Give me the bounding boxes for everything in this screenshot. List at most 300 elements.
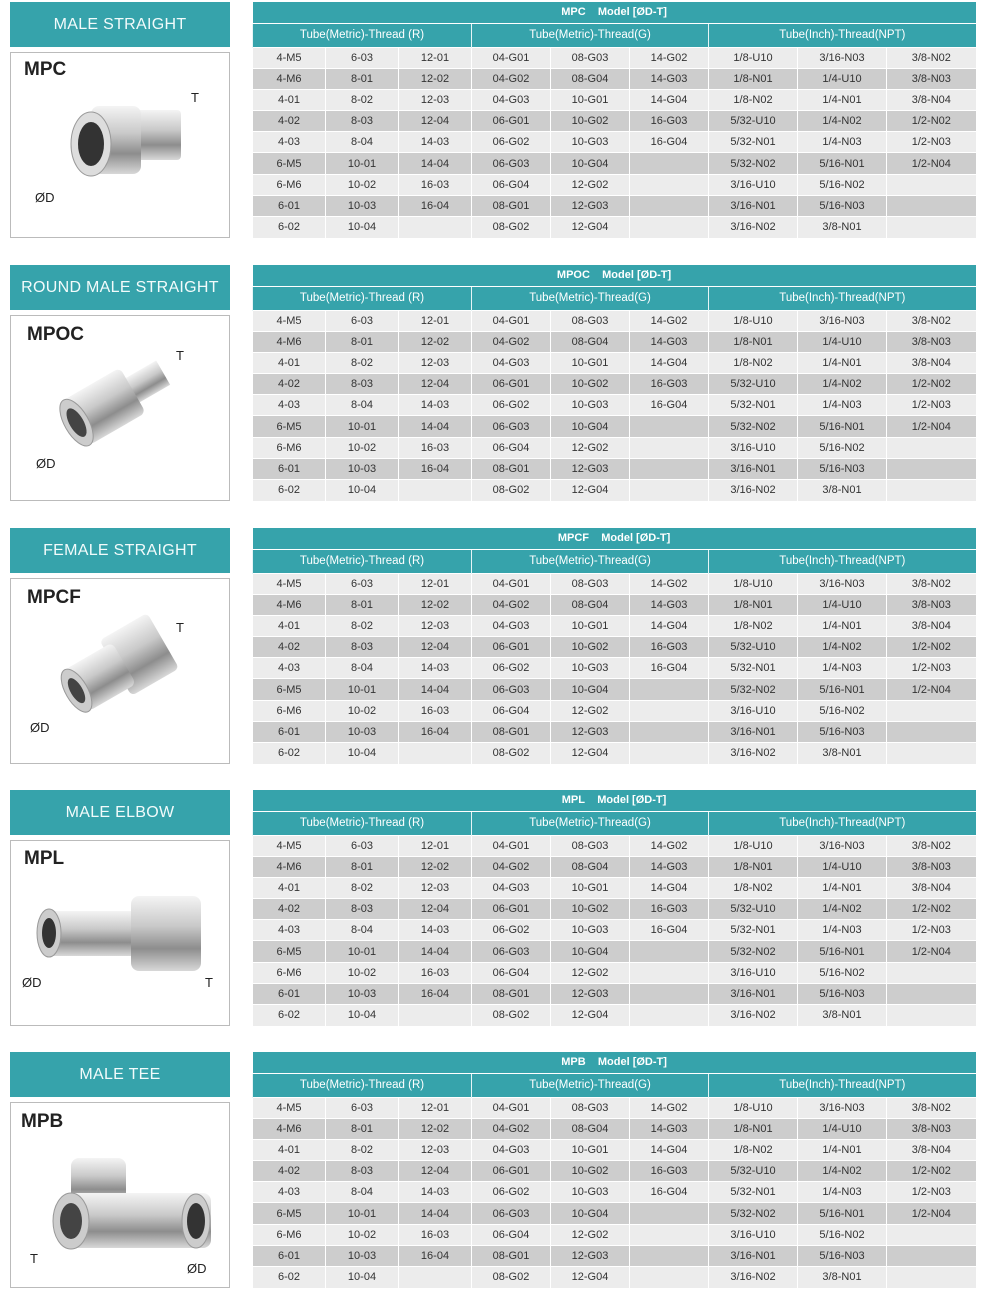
tube-diameter-label: ØD — [36, 456, 56, 471]
model-code-cell — [630, 416, 709, 437]
model-code-cell — [630, 174, 709, 195]
model-code-cell: 6-02 — [253, 480, 326, 501]
model-code-cell: 6-03 — [326, 573, 399, 594]
model-code-cell: 4-M5 — [253, 1097, 326, 1118]
model-code-cell: 1/8-N02 — [709, 352, 798, 373]
model-code-cell: 10-03 — [326, 983, 399, 1004]
model-code-cell: 3/16-N03 — [798, 835, 887, 856]
model-code-cell: 5/32-N01 — [709, 1182, 798, 1203]
table-row — [253, 174, 976, 195]
model-code-cell: 14-G02 — [630, 47, 709, 68]
model-code-cell: 3/8-N04 — [887, 1139, 976, 1160]
model-code-cell: 5/16-N02 — [798, 174, 887, 195]
model-code-cell: 12-04 — [399, 111, 472, 132]
product-image-box — [10, 315, 230, 501]
model-code-cell: 08-G04 — [551, 594, 630, 615]
model-code-cell: 3/16-N02 — [709, 1005, 798, 1026]
model-code-cell: 10-01 — [326, 416, 399, 437]
model-code-cell: 16-G04 — [630, 1182, 709, 1203]
model-code-cell: 12-02 — [399, 594, 472, 615]
model-code-cell: 10-01 — [326, 1203, 399, 1224]
model-code-cell: 8-02 — [326, 1139, 399, 1160]
model-code-cell: 6-03 — [326, 310, 399, 331]
model-code-cell: 8-01 — [326, 594, 399, 615]
product-image-box — [10, 840, 230, 1026]
table-row — [253, 1118, 976, 1139]
model-code-cell: 12-02 — [399, 68, 472, 89]
model-code-cell: 3/16-U10 — [709, 174, 798, 195]
model-code-cell: 16-03 — [399, 962, 472, 983]
tube-diameter-label: ØD — [187, 1261, 207, 1276]
model-code-cell: 14-G02 — [630, 310, 709, 331]
group-header: Tube(Metric)-Thread(G) — [472, 811, 709, 835]
model-code-cell: 08-G02 — [472, 1267, 551, 1288]
table-row — [253, 962, 976, 983]
section-mpl — [0, 790, 1000, 1035]
model-code-cell: 04-G02 — [472, 68, 551, 89]
model-code-cell: 16-G03 — [630, 374, 709, 395]
model-code-cell — [887, 962, 976, 983]
group-header: Tube(Inch)-Thread(NPT) — [709, 1073, 976, 1097]
model-code-cell: 5/16-N03 — [798, 983, 887, 1004]
table-row — [253, 480, 976, 501]
model-code-cell: 06-G01 — [472, 1161, 551, 1182]
product-image-box — [10, 578, 230, 764]
model-code-cell: 04-G03 — [472, 89, 551, 110]
table-row — [253, 1139, 976, 1160]
table-row — [253, 594, 976, 615]
model-code-cell: 5/16-N02 — [798, 1224, 887, 1245]
model-code-cell: 4-03 — [253, 395, 326, 416]
model-code-cell — [887, 1005, 976, 1026]
model-code-cell: 10-03 — [326, 458, 399, 479]
model-code-cell: 10-02 — [326, 437, 399, 458]
model-code-cell: 12-G03 — [551, 1245, 630, 1266]
model-code-cell: 8-03 — [326, 899, 399, 920]
model-code-cell: 12-G04 — [551, 1267, 630, 1288]
model-code-cell: 3/16-N02 — [709, 743, 798, 764]
model-code-cell: 16-G03 — [630, 899, 709, 920]
model-code-cell: 1/4-N02 — [798, 111, 887, 132]
model-code-cell: 12-04 — [399, 899, 472, 920]
model-code-cell: 14-03 — [399, 132, 472, 153]
model-code-cell: 3/16-N01 — [709, 1245, 798, 1266]
model-code-cell: 5/32-N02 — [709, 416, 798, 437]
model-code-cell: 10-G02 — [551, 111, 630, 132]
model-code-cell: 1/2-N03 — [887, 395, 976, 416]
model-code-cell: 5/32-U10 — [709, 374, 798, 395]
model-code-cell: 5/16-N03 — [798, 195, 887, 216]
table-title — [253, 790, 976, 811]
model-code-cell: 1/4-N03 — [798, 920, 887, 941]
group-header: Tube(Inch)-Thread(NPT) — [709, 286, 976, 310]
model-code-cell: 1/2-N03 — [887, 132, 976, 153]
model-code-cell: 4-03 — [253, 1182, 326, 1203]
product-image-box — [10, 1102, 230, 1288]
model-code-cell: 14-G04 — [630, 1139, 709, 1160]
model-code-cell: 16-04 — [399, 983, 472, 1004]
model-code-cell: 5/16-N03 — [798, 721, 887, 742]
model-code-cell: 10-G03 — [551, 1182, 630, 1203]
model-code-cell: 12-G02 — [551, 174, 630, 195]
model-code-cell: 5/32-U10 — [709, 111, 798, 132]
model-code-cell: 8-01 — [326, 68, 399, 89]
model-code-cell: 04-G01 — [472, 573, 551, 594]
model-code-cell: 14-G04 — [630, 89, 709, 110]
table-row — [253, 877, 976, 898]
model-code-cell: 6-02 — [253, 1005, 326, 1026]
model-code-cell: 06-G04 — [472, 174, 551, 195]
model-code-cell: 12-G02 — [551, 437, 630, 458]
model-code-cell: 12-04 — [399, 1161, 472, 1182]
model-code-cell: 3/16-U10 — [709, 437, 798, 458]
group-header: Tube(Metric)-Thread(G) — [472, 23, 709, 47]
model-code-cell: 10-01 — [326, 679, 399, 700]
table-model: MPCF — [557, 532, 589, 545]
model-code-cell: 12-03 — [399, 615, 472, 636]
model-code-cell — [887, 1245, 976, 1266]
model-code-cell: 5/16-N01 — [798, 941, 887, 962]
model-code-cell: 10-G01 — [551, 352, 630, 373]
model-code-cell — [630, 1245, 709, 1266]
model-code-cell: 10-G04 — [551, 1203, 630, 1224]
section-mpc — [0, 2, 1000, 247]
table-row — [253, 1161, 976, 1182]
model-code-cell: 5/32-U10 — [709, 899, 798, 920]
model-code-cell: 6-01 — [253, 1245, 326, 1266]
table-row — [253, 416, 976, 437]
table-row — [253, 700, 976, 721]
group-header: Tube(Metric)-Thread(G) — [472, 1073, 709, 1097]
model-code-cell: 10-04 — [326, 743, 399, 764]
model-code-cell: 08-G02 — [472, 480, 551, 501]
model-code-cell: 16-03 — [399, 174, 472, 195]
model-code-cell — [630, 1005, 709, 1026]
model-code-cell: 5/32-N01 — [709, 132, 798, 153]
model-code-cell: 12-03 — [399, 1139, 472, 1160]
model-code-cell: 08-G02 — [472, 217, 551, 238]
model-code-cell — [887, 700, 976, 721]
model-code-cell: 3/8-N04 — [887, 877, 976, 898]
model-code-cell: 4-M6 — [253, 1118, 326, 1139]
model-code-cell: 6-01 — [253, 458, 326, 479]
model-code-cell: 1/8-U10 — [709, 47, 798, 68]
table-row — [253, 111, 976, 132]
model-code-cell: 3/8-N04 — [887, 352, 976, 373]
model-code-cell: 4-02 — [253, 374, 326, 395]
model-code-cell: 16-G03 — [630, 111, 709, 132]
model-code-cell: 08-G03 — [551, 1097, 630, 1118]
model-code-cell: 08-G04 — [551, 68, 630, 89]
model-code-cell: 8-01 — [326, 1118, 399, 1139]
model-code-cell: 1/8-N02 — [709, 615, 798, 636]
model-code-cell: 10-G01 — [551, 877, 630, 898]
model-code-cell: 3/16-U10 — [709, 962, 798, 983]
category-header: MALE TEE — [10, 1052, 230, 1097]
model-code-cell: 14-03 — [399, 920, 472, 941]
model-code-cell: 12-01 — [399, 310, 472, 331]
model-code-cell: 1/2-N02 — [887, 637, 976, 658]
table-row — [253, 1267, 976, 1288]
table-title — [253, 528, 976, 549]
table-title-suffix: Model [ØD-T] — [597, 1056, 667, 1069]
model-code-cell: 1/4-U10 — [798, 331, 887, 352]
model-code-cell: 12-03 — [399, 89, 472, 110]
product-image-box — [10, 52, 230, 238]
model-code-cell: 4-M5 — [253, 573, 326, 594]
model-code-cell: 14-04 — [399, 416, 472, 437]
model-code-cell: 1/8-N02 — [709, 1139, 798, 1160]
model-name: MPL — [24, 848, 65, 869]
model-code-cell: 14-G02 — [630, 573, 709, 594]
group-header: Tube(Metric)-Thread(G) — [472, 549, 709, 573]
model-code-cell: 6-M6 — [253, 962, 326, 983]
table-row — [253, 1224, 976, 1245]
model-code-cell: 16-G04 — [630, 658, 709, 679]
model-code-cell: 1/4-N01 — [798, 877, 887, 898]
model-code-cell: 10-G02 — [551, 899, 630, 920]
model-code-cell: 1/4-N01 — [798, 1139, 887, 1160]
model-code-cell: 12-G03 — [551, 983, 630, 1004]
group-header: Tube(Inch)-Thread(NPT) — [709, 23, 976, 47]
table-row — [253, 47, 976, 68]
model-code-cell: 1/4-N02 — [798, 899, 887, 920]
table-row — [253, 395, 976, 416]
model-code-cell: 10-02 — [326, 700, 399, 721]
model-code-cell — [630, 153, 709, 174]
model-code-cell: 06-G01 — [472, 637, 551, 658]
model-code-cell: 6-03 — [326, 835, 399, 856]
model-code-cell: 3/16-N03 — [798, 310, 887, 331]
model-code-cell: 6-01 — [253, 983, 326, 1004]
model-code-cell: 10-G04 — [551, 153, 630, 174]
model-code-cell: 8-04 — [326, 132, 399, 153]
model-code-cell: 10-02 — [326, 174, 399, 195]
model-code-cell: 06-G02 — [472, 395, 551, 416]
model-code-cell: 4-M5 — [253, 47, 326, 68]
model-code-cell: 14-04 — [399, 1203, 472, 1224]
model-code-cell: 16-03 — [399, 1224, 472, 1245]
model-code-cell: 6-02 — [253, 743, 326, 764]
model-code-cell — [887, 1224, 976, 1245]
model-code-cell: 14-G04 — [630, 877, 709, 898]
model-code-cell: 4-02 — [253, 899, 326, 920]
model-code-cell — [630, 1267, 709, 1288]
model-code-cell: 10-04 — [326, 217, 399, 238]
model-code-cell: 08-G03 — [551, 47, 630, 68]
model-code-cell: 06-G01 — [472, 899, 551, 920]
model-code-cell — [630, 1224, 709, 1245]
model-code-cell: 1/8-N01 — [709, 68, 798, 89]
model-code-cell: 4-M5 — [253, 835, 326, 856]
model-code-cell — [887, 217, 976, 238]
model-code-cell: 3/16-N03 — [798, 573, 887, 594]
model-code-cell: 8-03 — [326, 1161, 399, 1182]
model-code-cell: 1/4-N03 — [798, 395, 887, 416]
model-code-cell: 16-G03 — [630, 1161, 709, 1182]
model-code-cell: 06-G03 — [472, 679, 551, 700]
model-code-cell: 1/2-N03 — [887, 658, 976, 679]
model-code-cell — [399, 1267, 472, 1288]
model-code-cell — [887, 743, 976, 764]
model-code-cell: 12-02 — [399, 1118, 472, 1139]
group-header: Tube(Metric)-Thread (R) — [253, 1073, 472, 1097]
table-row — [253, 941, 976, 962]
model-code-cell — [887, 721, 976, 742]
model-code-cell: 14-03 — [399, 1182, 472, 1203]
model-code-cell: 1/2-N04 — [887, 1203, 976, 1224]
model-code-cell: 06-G03 — [472, 416, 551, 437]
model-code-cell: 4-M6 — [253, 856, 326, 877]
model-code-cell: 16-04 — [399, 721, 472, 742]
model-code-cell: 1/2-N04 — [887, 941, 976, 962]
model-code-cell: 1/4-N01 — [798, 352, 887, 373]
model-code-cell: 8-04 — [326, 658, 399, 679]
model-code-cell: 04-G01 — [472, 835, 551, 856]
model-code-cell: 10-03 — [326, 721, 399, 742]
model-code-cell: 12-01 — [399, 835, 472, 856]
model-code-cell: 12-G04 — [551, 480, 630, 501]
model-code-cell: 12-01 — [399, 573, 472, 594]
model-code-cell: 4-03 — [253, 920, 326, 941]
model-code-cell: 3/8-N01 — [798, 217, 887, 238]
table-model: MPB — [561, 1056, 586, 1069]
model-code-cell: 06-G01 — [472, 374, 551, 395]
model-code-cell: 1/8-U10 — [709, 573, 798, 594]
model-code-cell: 4-01 — [253, 352, 326, 373]
model-code-cell: 10-04 — [326, 1267, 399, 1288]
model-code-cell — [630, 480, 709, 501]
model-code-cell: 6-01 — [253, 195, 326, 216]
model-code-cell: 3/16-N03 — [798, 47, 887, 68]
model-code-cell: 1/4-U10 — [798, 68, 887, 89]
model-code-cell: 1/2-N02 — [887, 899, 976, 920]
model-code-cell: 5/16-N01 — [798, 1203, 887, 1224]
table-row — [253, 310, 976, 331]
model-code-cell: 5/16-N03 — [798, 458, 887, 479]
thread-label: T — [205, 975, 213, 990]
model-code-cell: 4-02 — [253, 637, 326, 658]
category-header: FEMALE STRAIGHT — [10, 528, 230, 573]
table-row — [253, 217, 976, 238]
model-code-cell: 06-G01 — [472, 111, 551, 132]
model-code-cell: 10-G02 — [551, 1161, 630, 1182]
model-table — [252, 1052, 976, 1288]
model-code-cell: 6-01 — [253, 721, 326, 742]
model-code-cell: 1/8-N01 — [709, 856, 798, 877]
model-code-cell: 16-04 — [399, 195, 472, 216]
model-code-cell: 1/8-N02 — [709, 877, 798, 898]
model-code-cell: 4-02 — [253, 111, 326, 132]
model-code-cell: 6-M6 — [253, 1224, 326, 1245]
model-code-cell: 08-G04 — [551, 331, 630, 352]
model-code-cell: 3/16-N01 — [709, 195, 798, 216]
model-code-cell: 1/8-U10 — [709, 1097, 798, 1118]
model-name: MPC — [24, 59, 67, 80]
model-code-cell: 8-02 — [326, 89, 399, 110]
model-code-cell: 14-G03 — [630, 331, 709, 352]
thread-label: T — [191, 90, 199, 105]
table-row — [253, 573, 976, 594]
model-code-cell — [887, 1267, 976, 1288]
model-code-cell: 4-03 — [253, 132, 326, 153]
model-code-cell: 6-M5 — [253, 1203, 326, 1224]
table-row — [253, 721, 976, 742]
model-code-cell: 14-04 — [399, 679, 472, 700]
table-row — [253, 920, 976, 941]
model-code-cell: 6-03 — [326, 1097, 399, 1118]
model-code-cell: 1/4-N01 — [798, 615, 887, 636]
model-code-cell: 06-G03 — [472, 941, 551, 962]
model-code-cell: 16-03 — [399, 437, 472, 458]
model-name: MPB — [21, 1111, 64, 1132]
model-code-cell: 5/16-N02 — [798, 700, 887, 721]
model-code-cell: 10-G04 — [551, 416, 630, 437]
model-code-cell: 10-G02 — [551, 637, 630, 658]
model-code-cell: 6-M6 — [253, 700, 326, 721]
group-header: Tube(Inch)-Thread(NPT) — [709, 549, 976, 573]
table-title-suffix: Model [ØD-T] — [602, 269, 672, 282]
model-code-cell: 3/16-N02 — [709, 480, 798, 501]
model-code-cell: 14-G04 — [630, 615, 709, 636]
model-code-cell: 10-G01 — [551, 615, 630, 636]
model-code-cell: 8-02 — [326, 877, 399, 898]
section-mpcf — [0, 528, 1000, 773]
model-code-cell: 12-G02 — [551, 1224, 630, 1245]
model-code-cell: 08-G01 — [472, 458, 551, 479]
model-code-cell: 08-G01 — [472, 721, 551, 742]
model-code-cell: 12-03 — [399, 352, 472, 373]
model-code-cell — [630, 1203, 709, 1224]
model-code-cell: 10-G02 — [551, 374, 630, 395]
model-name: MPOC — [27, 324, 84, 345]
model-code-cell: 16-04 — [399, 1245, 472, 1266]
table-row — [253, 68, 976, 89]
model-code-cell: 8-03 — [326, 374, 399, 395]
model-code-cell: 5/32-U10 — [709, 1161, 798, 1182]
model-code-cell: 04-G02 — [472, 1118, 551, 1139]
group-header: Tube(Metric)-Thread (R) — [253, 286, 472, 310]
model-code-cell: 3/8-N02 — [887, 835, 976, 856]
table-row — [253, 437, 976, 458]
model-code-cell: 1/8-N02 — [709, 89, 798, 110]
model-code-cell: 12-G04 — [551, 743, 630, 764]
model-code-cell: 10-G03 — [551, 658, 630, 679]
model-code-cell: 12-03 — [399, 877, 472, 898]
table-row — [253, 1182, 976, 1203]
model-code-cell: 14-03 — [399, 658, 472, 679]
group-header: Tube(Metric)-Thread(G) — [472, 286, 709, 310]
model-code-cell: 5/16-N01 — [798, 153, 887, 174]
model-code-cell: 08-G02 — [472, 743, 551, 764]
model-code-cell: 12-G03 — [551, 195, 630, 216]
model-code-cell: 4-01 — [253, 877, 326, 898]
table-title — [253, 2, 976, 23]
model-code-cell: 3/8-N02 — [887, 310, 976, 331]
model-code-cell: 16-03 — [399, 700, 472, 721]
model-code-cell: 16-G03 — [630, 637, 709, 658]
model-code-cell: 14-03 — [399, 395, 472, 416]
model-code-cell: 10-G03 — [551, 920, 630, 941]
model-code-cell: 1/4-N02 — [798, 637, 887, 658]
group-header: Tube(Metric)-Thread (R) — [253, 549, 472, 573]
model-code-cell: 12-04 — [399, 637, 472, 658]
section-mpoc — [0, 265, 1000, 510]
model-code-cell: 1/8-U10 — [709, 835, 798, 856]
model-code-cell: 10-G01 — [551, 89, 630, 110]
model-code-cell: 8-04 — [326, 395, 399, 416]
group-header: Tube(Metric)-Thread (R) — [253, 23, 472, 47]
